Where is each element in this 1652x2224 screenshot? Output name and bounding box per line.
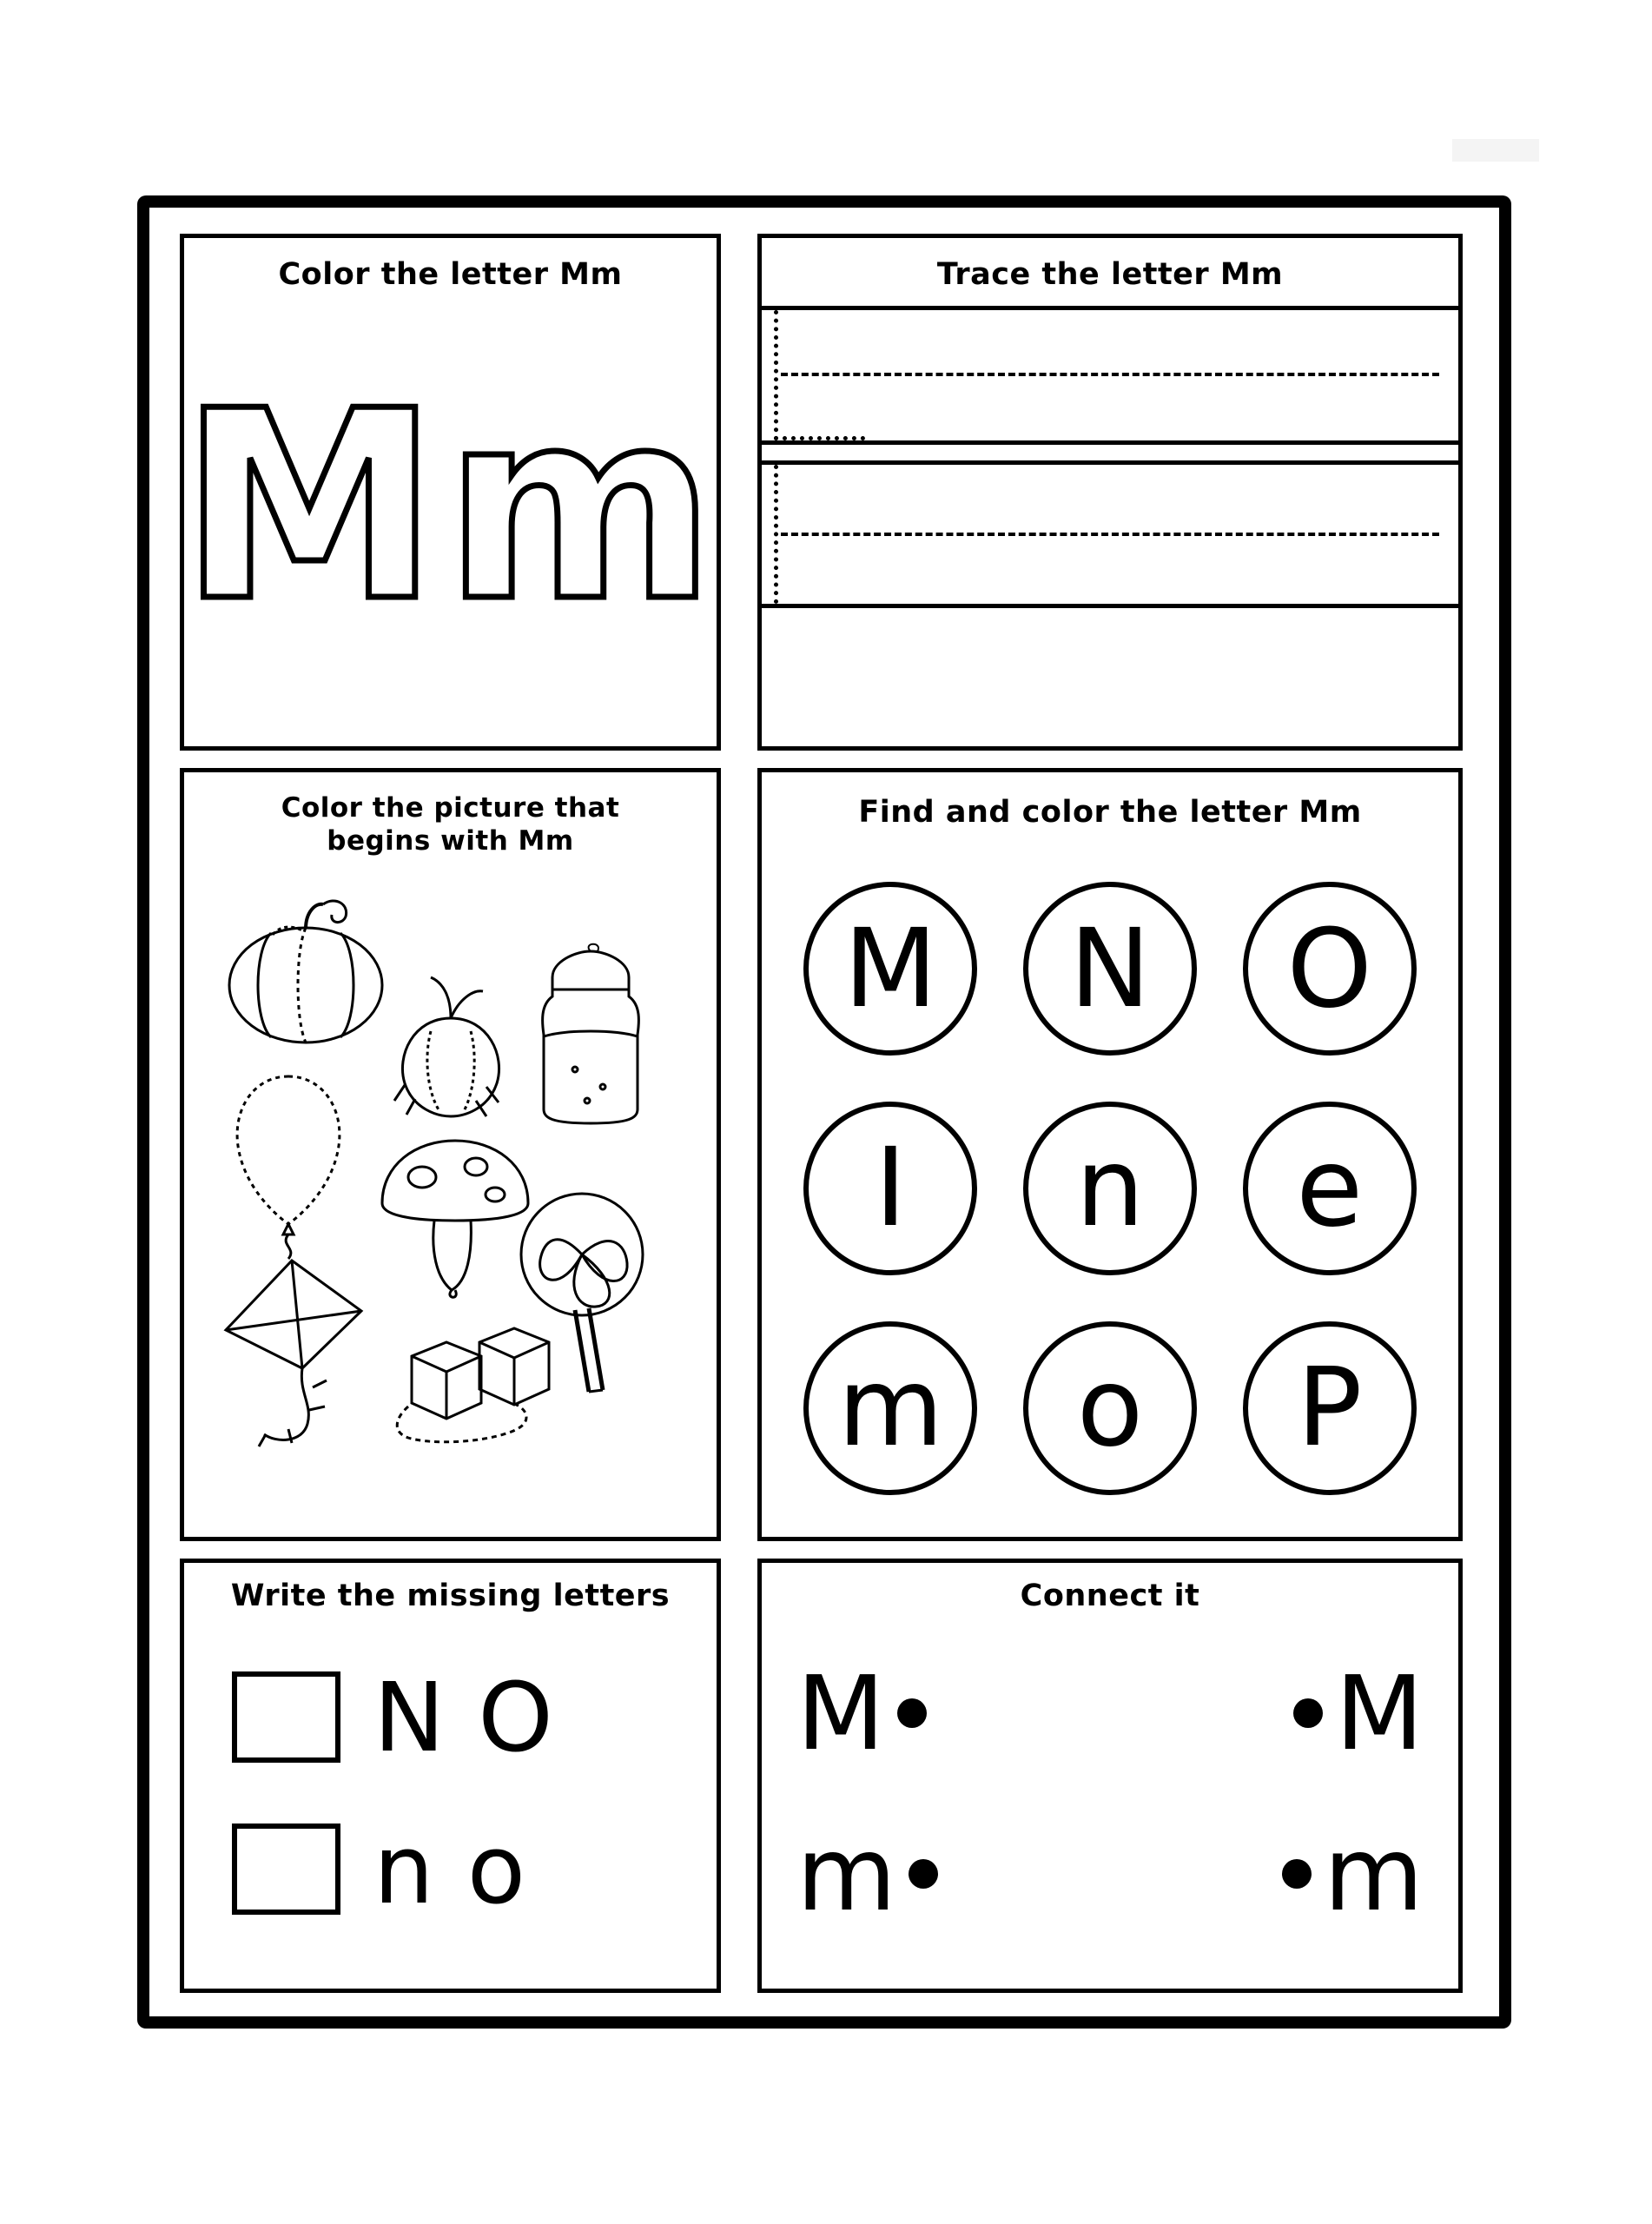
letter-circle-1[interactable]: M <box>803 882 977 1056</box>
jam-jar-icon[interactable] <box>523 939 657 1130</box>
trace-baseline-dots-upper <box>774 436 865 440</box>
connect-left-uppercase[interactable] <box>796 1652 927 1773</box>
trace-start-guide-upper <box>774 310 778 440</box>
missing-letter-o-upper: O <box>478 1661 553 1773</box>
connect-letter-left-upper: M <box>796 1652 885 1773</box>
letter-circle-7[interactable]: m <box>803 1321 977 1495</box>
letter-circle-5[interactable]: n <box>1023 1102 1197 1275</box>
picture-grid <box>193 877 708 1528</box>
missing-letter-rows <box>232 1641 686 1971</box>
letter-circle-grid <box>781 859 1439 1518</box>
trace-start-guide-lower <box>774 465 778 604</box>
kite-icon[interactable] <box>208 1250 391 1450</box>
connect-dot-left-upper[interactable] <box>897 1698 927 1728</box>
outline-letter-area[interactable] <box>179 342 722 672</box>
missing-title: Write the missing letters <box>230 1579 671 1613</box>
connect-row-lowercase <box>796 1793 1424 1954</box>
find-title: Find and color the letter Mm <box>858 795 1362 830</box>
pictures-title-line-2: begins with Mm <box>327 824 574 857</box>
panel-color-the-picture <box>180 768 721 1541</box>
connect-letter-left-lower: m <box>796 1813 896 1934</box>
letter-circle-6[interactable]: e <box>1243 1102 1417 1275</box>
connect-dot-right-lower[interactable] <box>1282 1859 1312 1889</box>
connect-left-lowercase[interactable] <box>796 1813 938 1934</box>
panel-color-the-letter <box>180 234 721 751</box>
connect-dot-right-upper[interactable] <box>1293 1698 1323 1728</box>
connect-letter-right-upper: M <box>1335 1652 1424 1773</box>
milk-cubes-icon[interactable] <box>382 1311 565 1459</box>
missing-letter-o-lower: o <box>466 1813 526 1925</box>
missing-letter-n-upper: N <box>373 1661 446 1773</box>
letter-circle-8[interactable]: o <box>1023 1321 1197 1495</box>
panel-find-and-color <box>757 768 1463 1541</box>
color-letter-title: Color the letter Mm <box>278 257 623 292</box>
outline-letter-mm: Mm <box>179 355 722 659</box>
trace-dashed-midline-lower <box>781 533 1439 536</box>
connect-right-uppercase[interactable] <box>1293 1652 1424 1773</box>
missing-answer-box-uppercase[interactable] <box>232 1671 340 1763</box>
trace-rule-bottom-2 <box>762 604 1458 608</box>
panel-write-missing-letters <box>180 1559 721 1993</box>
connect-right-lowercase[interactable] <box>1282 1813 1424 1934</box>
trace-rule-top-2 <box>762 440 1458 445</box>
trace-band-lower[interactable] <box>762 465 1458 604</box>
trace-band-upper[interactable] <box>762 310 1458 440</box>
letter-circle-4[interactable]: I <box>803 1102 977 1275</box>
connect-title: Connect it <box>1020 1579 1200 1613</box>
pictures-title-line-1: Color the picture that <box>281 792 620 824</box>
page-corner-artifact <box>1452 139 1539 162</box>
panel-trace-the-letter <box>757 234 1463 751</box>
connect-area <box>796 1632 1424 1971</box>
letter-circle-9[interactable]: P <box>1243 1321 1417 1495</box>
worksheet-frame <box>137 195 1511 2029</box>
missing-row-uppercase <box>232 1641 686 1793</box>
onion-icon[interactable] <box>386 970 516 1122</box>
pumpkin-icon[interactable] <box>219 885 401 1050</box>
trace-dashed-midline-upper <box>781 373 1439 376</box>
connect-row-uppercase <box>796 1632 1424 1793</box>
balloon-icon[interactable] <box>212 1061 364 1265</box>
letter-circle-3[interactable]: O <box>1243 882 1417 1056</box>
trace-title: Trace the letter Mm <box>936 257 1284 292</box>
connect-dot-left-lower[interactable] <box>909 1859 938 1889</box>
missing-answer-box-lowercase[interactable] <box>232 1824 340 1915</box>
missing-row-lowercase <box>232 1793 686 1945</box>
letter-circle-2[interactable]: N <box>1023 882 1197 1056</box>
missing-letter-n-lower: n <box>373 1813 434 1925</box>
panel-connect-it <box>757 1559 1463 1993</box>
connect-letter-right-lower: m <box>1324 1813 1424 1934</box>
